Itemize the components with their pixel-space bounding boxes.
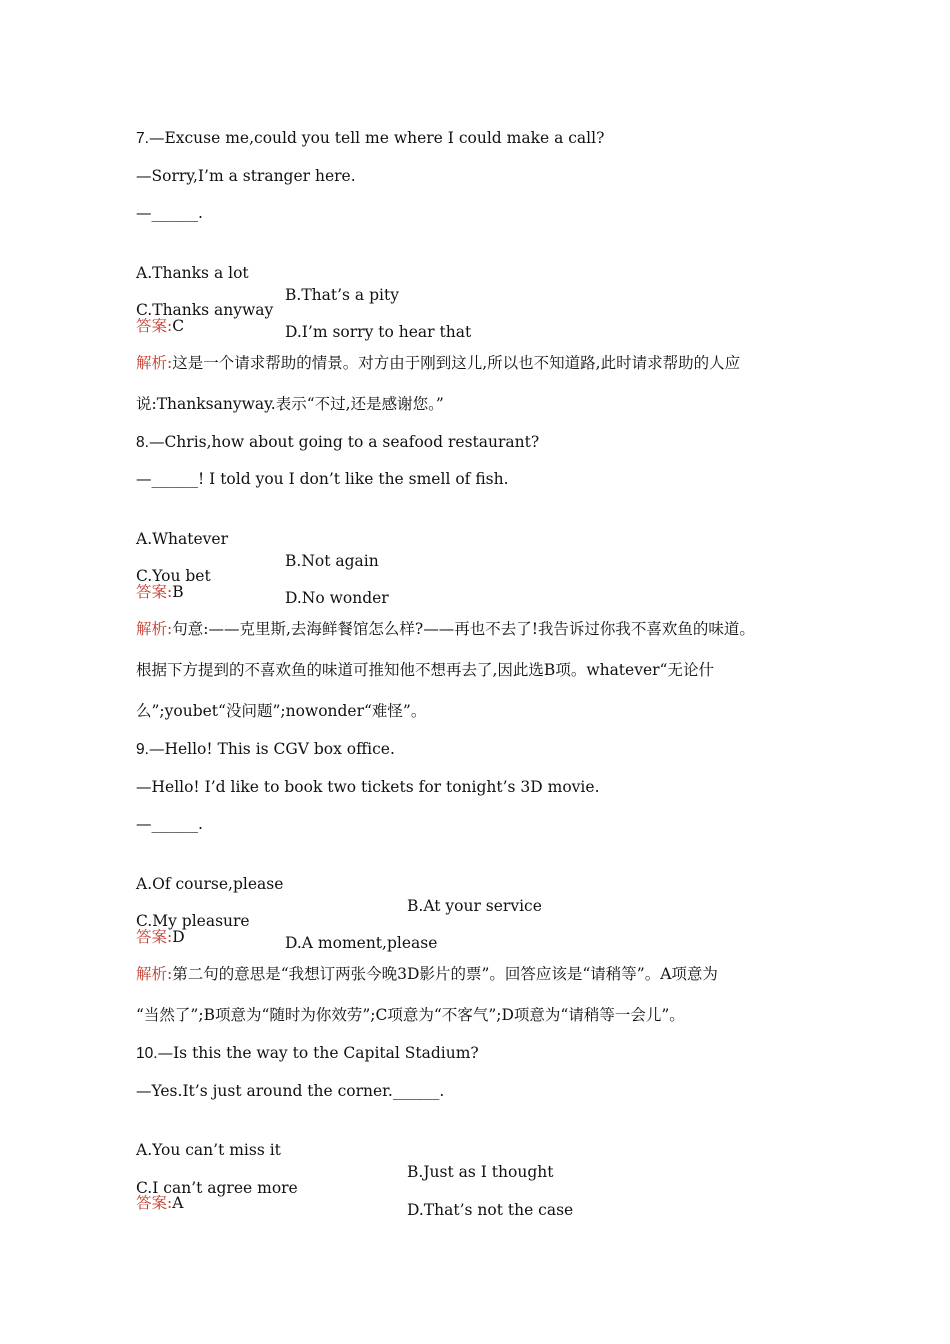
question-7-reply: —Sorry,I’m a stranger here. — [136, 167, 356, 185]
analysis-text: 这是一个请求帮助的情景。对方由于刚到这儿,所以也不知道路,此时请求帮助的人应 — [172, 354, 741, 372]
question-7-answer — [136, 315, 184, 337]
question-text: —Chris,how about going to a seafood restaurant? — [148, 433, 540, 451]
option-a: A.Of course,please — [136, 875, 284, 893]
question-8-answer — [136, 581, 184, 603]
answer-label: 答案: — [136, 928, 173, 946]
option-d: D.A moment,please — [285, 934, 438, 952]
question-7-prompt — [136, 127, 604, 150]
answer-label: 答案: — [136, 583, 173, 601]
answer-value: A — [172, 1194, 184, 1212]
option-c: C.My pleasure — [136, 912, 250, 930]
question-9-prompt — [136, 738, 395, 761]
analysis-label: 解析: — [136, 354, 173, 372]
question-9-blank: —______. — [136, 815, 203, 833]
question-10-reply: —Yes.It’s just around the corner.______. — [136, 1082, 445, 1100]
question-10-prompt — [136, 1042, 479, 1065]
option-b: B.Just as I thought — [407, 1163, 554, 1181]
answer-value: B — [172, 583, 184, 601]
option-b: B.At your service — [407, 897, 542, 915]
question-9-analysis-line-1 — [136, 963, 718, 985]
question-number: 7. — [136, 130, 149, 147]
option-c: C.You bet — [136, 567, 211, 585]
question-9-analysis-line-2: “当然了”;B项意为“随时为你效劳”;C项意为“不客气”;D项意为“请稍等一会儿”。 — [136, 1006, 685, 1024]
question-10-answer — [136, 1192, 183, 1214]
option-c: C.Thanks anyway — [136, 301, 274, 319]
answer-value: C — [172, 317, 185, 335]
question-text: —Hello! This is CGV box office. — [148, 740, 395, 758]
question-8-analysis-line-1 — [136, 618, 755, 640]
analysis-text: 句意:——克里斯,去海鲜餐馆怎么样?——再也不去了!我告诉过你我不喜欢鱼的味道。 — [172, 620, 755, 638]
option-b: B.That’s a pity — [285, 286, 399, 304]
question-8-reply: —______! I told you I don’t like the smell of fish. — [136, 470, 509, 488]
question-7-analysis-line-1 — [136, 352, 740, 374]
option-d: D.I’m sorry to hear that — [285, 323, 472, 341]
question-8-analysis-line-3: 么”;youbet“没问题”;nowonder“难怪”。 — [136, 702, 427, 720]
question-7-blank: —______. — [136, 204, 203, 222]
analysis-label: 解析: — [136, 620, 173, 638]
question-number: 9. — [136, 741, 149, 758]
question-9-reply: —Hello! I’d like to book two tickets for tonight’s 3D movie. — [136, 778, 600, 796]
question-8-analysis-line-2: 根据下方提到的不喜欢鱼的味道可推知他不想再去了,因此选B项。whatever“无论什 — [136, 661, 714, 679]
option-a: A.Thanks a lot — [136, 264, 249, 282]
option-c: C.I can’t agree more — [136, 1179, 298, 1197]
analysis-label: 解析: — [136, 965, 173, 983]
question-text: —Excuse me,could you tell me where I could make a call? — [148, 129, 605, 147]
option-b: B.Not again — [285, 552, 379, 570]
option-a: A.You can’t miss it — [136, 1141, 281, 1159]
analysis-text: 第二句的意思是“我想订两张今晚3D影片的票”。回答应该是“请稍等”。A项意为 — [172, 965, 718, 983]
option-d: D.No wonder — [285, 589, 389, 607]
question-number: 8. — [136, 434, 149, 451]
question-9-answer — [136, 926, 185, 948]
answer-label: 答案: — [136, 317, 173, 335]
answer-label: 答案: — [136, 1194, 173, 1212]
question-text: —Is this the way to the Capital Stadium? — [157, 1044, 479, 1062]
question-7-analysis-line-2: 说:Thanksanyway.表示“不过,还是感谢您。” — [136, 395, 444, 413]
option-a: A.Whatever — [136, 530, 229, 548]
question-number: 10. — [136, 1045, 158, 1062]
question-8-prompt — [136, 431, 539, 454]
option-d: D.That’s not the case — [407, 1201, 574, 1219]
answer-value: D — [172, 928, 185, 946]
question-10-options-row-2 — [136, 1155, 836, 1243]
